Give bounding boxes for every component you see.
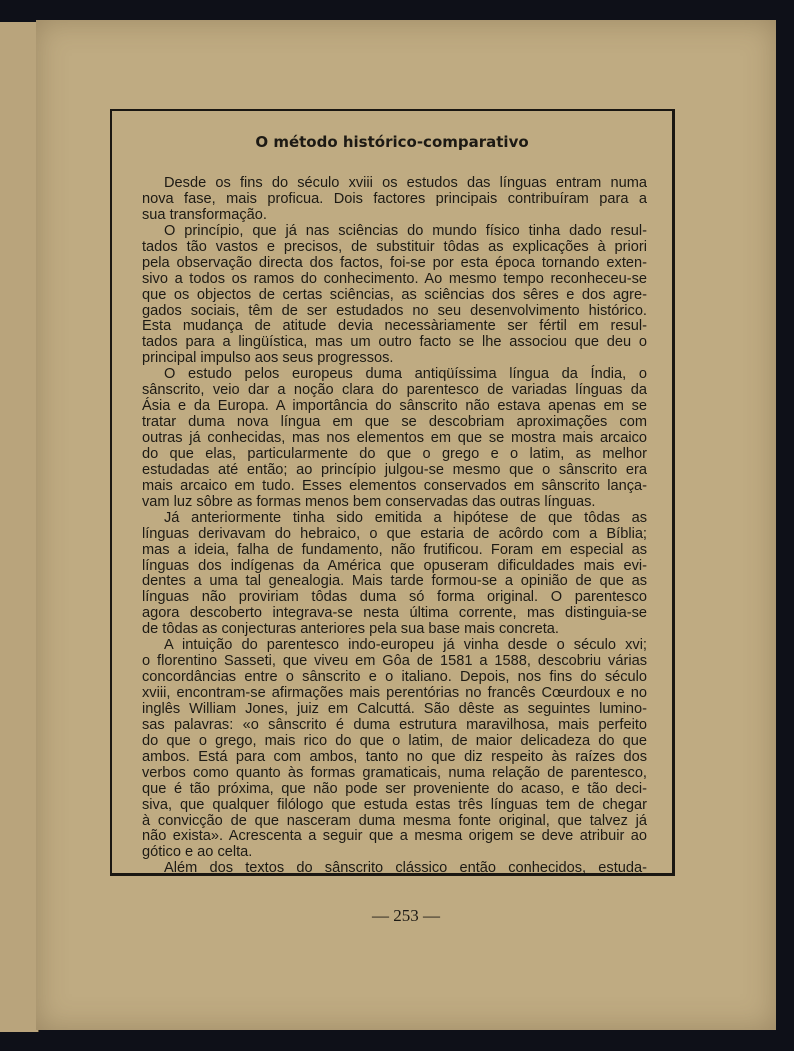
text-line: pela observação directa dos factos, foi-se por esta época tornando exten-: [142, 254, 647, 271]
text-line: siva, que qualquer filólogo que estuda estas três línguas tem de chegar: [142, 796, 647, 813]
book-page: [36, 20, 776, 1030]
body-text: [142, 176, 647, 877]
text-line: que os objectos de certas sciências, as sciências dos sêres e dos agre-: [142, 286, 647, 303]
text-line: línguas derivavam do hebraico, o que estaria de acôrdo com a Bíblia;: [142, 525, 647, 542]
text-line: verbos como quanto às formas gramaticais, numa relação de parentesco,: [142, 764, 647, 781]
text-line: inglês William Jones, juiz em Calcuttá. São dêste as seguintes lumino-: [142, 700, 647, 717]
text-line: de tôdas as conjecturas anteriores pela sua base mais concreta.: [142, 621, 559, 638]
text-line: do que o grego, mais rico do que o latim, de maior delicadeza do que: [142, 732, 647, 749]
text-line: Esta mudança de atitude devia necessàriamente ser fértil em resul-: [142, 318, 647, 335]
text-line: vam luz sôbre as formas menos bem conservadas das outras línguas.: [142, 493, 596, 510]
text-line: sânscrito, veio dar a noção clara do parentesco de variadas línguas da: [142, 382, 647, 399]
text-frame: [110, 109, 675, 876]
page-number: — 253 —: [372, 906, 440, 925]
text-line: dentes a uma tal genealogia. Mais tarde formou-se a opinião de que as: [142, 573, 647, 590]
text-line: agora descoberto integrava-se nesta última corrente, mas distinguia-se: [142, 605, 647, 622]
text-line: gótico e ao celta.: [142, 844, 253, 861]
text-line: nova fase, mais proficua. Dois factores principais contribuíram para a: [142, 190, 647, 207]
text-line: tratar duma nova língua em que se descobriam aproximações com: [142, 414, 647, 431]
text-line: Além dos textos do sânscrito clássico então conhecidos, estuda-: [164, 860, 647, 877]
chapter-title: O método histórico-comparativo: [255, 133, 529, 151]
text-line: A intuição do parentesco indo-europeu já vinha desde o século xvi;: [164, 637, 647, 654]
text-line: o florentino Sasseti, que viveu em Gôa de 1581 a 1588, descobriu várias: [142, 653, 647, 670]
text-line: mais arcaico em tudo. Esses elementos conservados em sânscrito lança-: [142, 477, 647, 494]
text-line: línguas dos indígenas da América que opuseram dificuldades mais evi-: [142, 557, 647, 574]
text-line: tados para a lingüística, mas um outro facto se lhe associou que deu o: [142, 334, 647, 351]
text-line: tados tão vastos e precisos, de substituir tôdas as explicações à priori: [142, 238, 647, 255]
text-line: à convicção de que nasceram duma mesma fonte original, que talvez já: [142, 812, 647, 829]
text-line: que é tão próxima, que não pode ser proveniente do acaso, e tão deci-: [142, 780, 647, 797]
text-line: não exista». Acrescenta a seguir que a mesma origem se deve atribuir ao: [142, 828, 647, 845]
text-line: concordâncias entre o sânscrito e o italiano. Depois, nos fins do século: [142, 669, 647, 686]
text-line: ambos. Está para com ambos, tanto no que diz respeito às raízes dos: [142, 748, 647, 765]
text-line: sas palavras: «o sânscrito é duma estrutura maravilhosa, mais perfeito: [142, 716, 647, 733]
text-line: sivo a todos os ramos do conhecimento. Ao mesmo tempo reconheceu-se: [142, 270, 647, 287]
text-line: O estudo pelos europeus duma antiqüíssima língua da Índia, o: [164, 366, 647, 383]
text-line: sua transformação.: [142, 206, 267, 223]
text-line: O princípio, que já nas sciências do mundo físico tinha dado resul-: [164, 222, 647, 239]
text-line: línguas não proviriam tôdas duma só forma original. O parentesco: [142, 589, 647, 606]
text-line: mas a ideia, falha de fundamento, não frutificou. Foram em especial as: [142, 541, 647, 558]
text-line: xviii, encontram-se afirmações mais perentórias no francês Cœurdoux e no: [142, 685, 647, 701]
text-line: principal impulso aos seus progressos.: [142, 350, 394, 367]
text-line: Já anteriormente tinha sido emitida a hipótese de que tôdas as: [164, 509, 647, 526]
text-line: do que elas, particularmente do que o grego e o latim, as melhor: [142, 445, 647, 462]
text-line: Desde os fins do século xviii os estudos das línguas entram numa: [164, 175, 647, 191]
text-line: gados sociais, têm de ser estudados no seu desenvolvimento histórico.: [142, 302, 647, 319]
text-line: estudadas até então; ao princípio julgou-se mesmo que o sânscrito era: [142, 461, 647, 478]
text-line: Ásia e da Europa. A importância do sânscrito não estava apenas em se: [142, 398, 647, 415]
facing-page-edge: [0, 22, 39, 1032]
text-line: outras já conhecidas, mas nos elementos em que se mostra mais arcaico: [142, 430, 647, 446]
